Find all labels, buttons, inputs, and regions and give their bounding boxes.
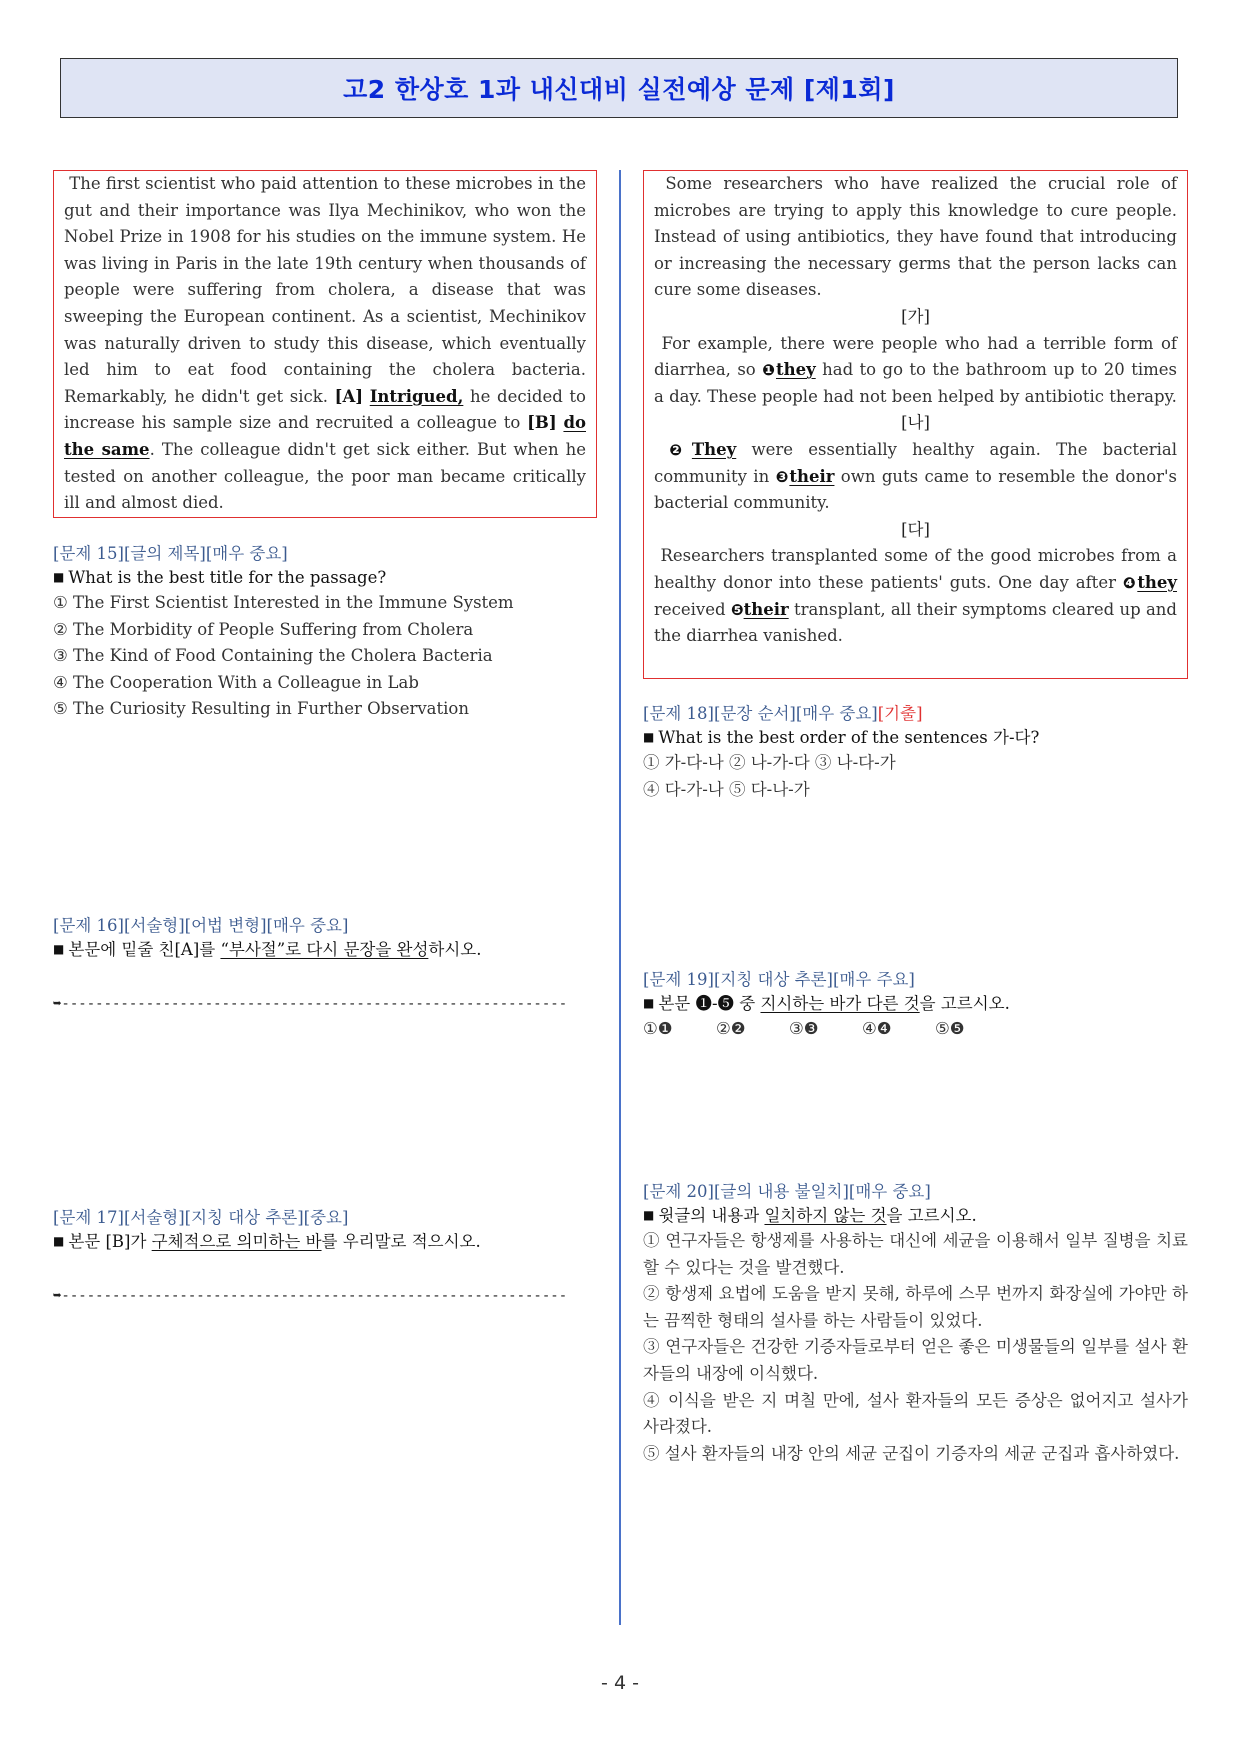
- number-2-icon: ❷: [669, 440, 692, 459]
- q19-header: [문제 19][지칭 대상 추론][매우 주요]: [643, 970, 915, 989]
- q20-option-3[interactable]: ③ 연구자들은 건강한 기증자들로부터 얻은 좋은 미생물들의 일부를 설사 환자들의 내장에 이식했다.: [643, 1337, 1188, 1383]
- square-bullet-icon: ■: [643, 996, 655, 1010]
- q15-option-2[interactable]: ② The Morbidity of People Suffering from Cholera: [53, 619, 474, 639]
- q17-answer-line[interactable]: ➥------------------------------------------------------------: [53, 1288, 568, 1304]
- q15-question: ■ What is the best title for the passage?: [53, 568, 387, 587]
- q19-option-2[interactable]: ②❷: [716, 1019, 746, 1038]
- passage-left-text: The first scientist who paid attention to these microbes in the gut and their importance was Ilya Mechinikov, who won the Nobel Prize in 1908 for his studies on the immune system. He was living in Paris in the late 19th century when thousands of people were suffering from cholera, a disease that was sweeping the European continent. As a scientist, Mechinikov was naturally driven to study this disease, which eventually led him to eat food containing the cholera bacteria. Remarkably, he didn't get sick. [A] Intrigued, he decided to increase his sample size and recruited a colleague to [B] do the same. The colleague didn't get sick either. But when he tested on another colleague, the poor man became critically ill and almost died.: [64, 174, 587, 513]
- paragraph-da: Researchers transplanted some of the good microbes from a healthy donor into these patients' guts. One day after ❹they received ❺their transplant, all their symptoms cleared up and the diarrhea vanished.: [654, 546, 1178, 646]
- q15-header: [문제 15][글의 제목][매우 중요]: [53, 544, 288, 563]
- q18-options: [643, 750, 896, 803]
- q15-options: [53, 590, 514, 723]
- square-bullet-icon: ■: [53, 570, 65, 584]
- q19-options: [643, 1016, 1008, 1043]
- q19-option-4[interactable]: ④❹: [862, 1019, 892, 1038]
- q20-options: [643, 1228, 1188, 1467]
- ref-their-5: their: [743, 599, 789, 619]
- number-4-icon: ❹: [1122, 573, 1138, 592]
- q17-question: ■ 본문 [B]가 구체적으로 의미하는 바를 우리말로 적으시오.: [53, 1232, 481, 1251]
- page-number: - 4 -: [601, 1672, 639, 1694]
- square-bullet-icon: ■: [643, 730, 655, 744]
- q18-question: ■ What is the best order of the sentences 가-다?: [643, 728, 1040, 747]
- paragraph-na: ❷They were essentially healthy again. The bacterial community in ❸their own guts came to resemble the donor's bacterial community.: [654, 439, 1178, 513]
- q20-question: ■ 윗글의 내용과 일치하지 않는 것을 고르시오.: [643, 1206, 977, 1225]
- mark-da: [다]: [901, 519, 930, 539]
- mark-a: [A]: [334, 386, 364, 406]
- q15-option-1[interactable]: ① The First Scientist Interested in the Immune System: [53, 593, 514, 612]
- ref-their-3: their: [789, 466, 835, 486]
- page-title-box: [60, 58, 1178, 118]
- number-5-icon: ❺: [730, 600, 744, 619]
- q18-options-row-1[interactable]: ① 가-다-나 ② 나-가-다 ③ 나-다-가: [643, 753, 896, 772]
- passage-right: [643, 170, 1188, 679]
- mark-na: [나]: [901, 413, 930, 433]
- square-bullet-icon: ■: [53, 942, 65, 956]
- mark-b: [B]: [527, 413, 557, 433]
- q19-option-5[interactable]: ⑤❺: [935, 1019, 965, 1038]
- q20-option-5[interactable]: ⑤ 설사 환자들의 내장 안의 세균 군집이 기증자의 세균 군집과 흡사하였다.: [643, 1443, 1180, 1463]
- q20-option-1[interactable]: ① 연구자들은 항생제를 사용하는 대신에 세균을 이용해서 일부 질병을 치료할 수 있다는 것을 발견했다.: [643, 1231, 1188, 1277]
- ref-they-4: they: [1137, 572, 1178, 592]
- number-3-icon: ❸: [775, 467, 790, 486]
- q16-question: ■ 본문에 밑줄 친[A]를 “부사절”로 다시 문장을 완성하시오.: [53, 940, 482, 959]
- underlined-do-the-same: do the same: [64, 413, 586, 459]
- q16-header: [문제 16][서술형][어법 변형][매우 중요]: [53, 916, 349, 935]
- ref-they-2: They: [691, 439, 737, 459]
- underlined-intrigued: Intrigued,: [369, 386, 464, 406]
- q15-option-4[interactable]: ④ The Cooperation With a Colleague in Lab: [53, 672, 419, 692]
- page-title: 고2 한상호 1과 내신대비 실전예상 문제 [제1회]: [343, 75, 895, 104]
- q18-header: [문제 18][문장 순서][매우 중요][기출]: [643, 704, 923, 723]
- square-bullet-icon: ■: [53, 1234, 65, 1248]
- q15-option-5[interactable]: ⑤ The Curiosity Resulting in Further Observation: [53, 699, 469, 719]
- ref-they-1: they: [776, 360, 816, 380]
- q16-answer-line[interactable]: ➥------------------------------------------------------------: [53, 996, 568, 1012]
- mark-ga: [가]: [901, 306, 930, 326]
- q19-option-1[interactable]: ①❶: [643, 1019, 673, 1038]
- q19-question: ■ 본문 ❶-❺ 중 지시하는 바가 다른 것을 고르시오.: [643, 994, 1010, 1013]
- paragraph-ga: For example, there were people who had a terrible form of diarrhea, so ❶they had to go to the bathroom up to 20 times a day. These people had not been helped by antibiotic therapy.: [654, 333, 1177, 406]
- q15-option-3[interactable]: ③ The Kind of Food Containing the Cholera Bacteria: [53, 646, 493, 666]
- number-1-icon: ❶: [762, 361, 776, 380]
- q20-header: [문제 20][글의 내용 불일치][매우 중요]: [643, 1182, 931, 1201]
- q18-tag: [기출]: [877, 704, 923, 723]
- q20-option-4[interactable]: ④ 이식을 받은 지 며칠 만에, 설사 환자들의 모든 증상은 없어지고 설사가 사라졌다.: [643, 1390, 1188, 1437]
- column-divider: [619, 170, 621, 1625]
- q20-option-2[interactable]: ② 항생제 요법에 도움을 받지 못해, 하루에 스무 번까지 화장실에 가야만 하는 끔찍한 형태의 설사를 하는 사람들이 있었다.: [643, 1284, 1188, 1330]
- q18-options-row-2[interactable]: ④ 다-가-나 ⑤ 다-나-가: [643, 779, 810, 799]
- passage-right-intro: Some researchers who have realized the crucial role of microbes are trying to apply this knowledge to cure people. Instead of using antibiotics, they have found that introducing or increasing the necessary germs that the person lacks can cure some diseases.: [654, 174, 1177, 300]
- q19-option-3[interactable]: ③❸: [789, 1019, 819, 1038]
- passage-left: [53, 170, 597, 518]
- square-bullet-icon: ■: [643, 1208, 655, 1222]
- q17-header: [문제 17][서술형][지칭 대상 추론][중요]: [53, 1208, 349, 1227]
